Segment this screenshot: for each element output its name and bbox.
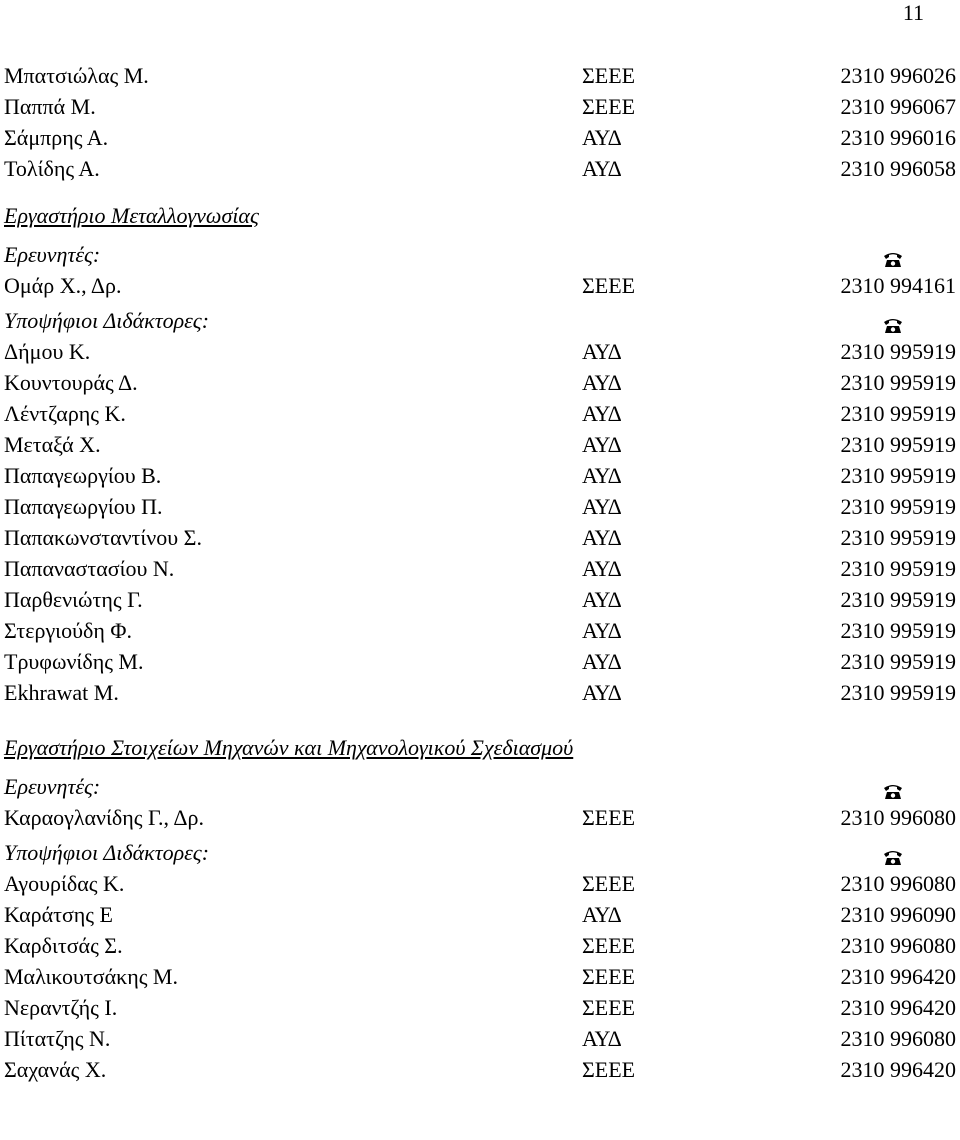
department: ΑΥΔ [582, 401, 622, 426]
department: ΑΥΔ [582, 1026, 622, 1051]
directory-row [4, 646, 960, 677]
department: ΣΕΕΕ [582, 933, 636, 958]
department: ΑΥΔ [582, 525, 622, 550]
person-name: Στεργιούδη Φ. [4, 618, 132, 643]
directory-row [4, 367, 960, 398]
section-title-metallognosia: Εργαστήριο Μεταλλογνωσίας [4, 203, 259, 228]
department: ΑΥΔ [582, 156, 622, 181]
phone-number: 2310 996080 [840, 871, 956, 896]
researchers-heading [4, 771, 960, 802]
person-name: Λέντζαρης Κ. [4, 401, 126, 426]
phone-number: 2310 995919 [840, 370, 956, 395]
directory-row [4, 1054, 960, 1085]
department: ΣΕΕΕ [582, 273, 636, 298]
phone-number: 2310 995919 [840, 401, 956, 426]
directory-row [4, 992, 960, 1023]
person-name: Καραογλανίδης Γ., Δρ. [4, 805, 204, 830]
directory-row [4, 270, 960, 301]
department: ΑΥΔ [582, 463, 622, 488]
directory-row [4, 522, 960, 553]
section1-researchers-list [4, 270, 960, 301]
person-name: Μεταξά Χ. [4, 432, 101, 457]
phone-number: 2310 996080 [840, 933, 956, 958]
person-name: Μαλικουτσάκης Μ. [4, 964, 178, 989]
section1-candidates-list [4, 336, 960, 708]
department: ΣΕΕΕ [582, 871, 636, 896]
section2-candidates-list [4, 868, 960, 1085]
phone-number: 2310 995919 [840, 463, 956, 488]
section-title-machine-elements: Εργαστήριο Στοιχείων Μηχανών και Μηχανολογικού Σχεδιασμού [4, 735, 574, 760]
department: ΑΥΔ [582, 432, 622, 457]
department: ΣΕΕΕ [582, 63, 636, 88]
department: ΣΕΕΕ [582, 805, 636, 830]
directory-row [4, 398, 960, 429]
directory-row [4, 1023, 960, 1054]
directory-row [4, 122, 960, 153]
person-name: Ομάρ Χ., Δρ. [4, 273, 122, 298]
directory-row [4, 899, 960, 930]
directory-row [4, 868, 960, 899]
person-name: Τρυφωνίδης Μ. [4, 649, 144, 674]
phone-number: 2310 995919 [840, 680, 956, 705]
person-name: Μπατσιώλας Μ. [4, 63, 149, 88]
phone-number: 2310 994161 [840, 273, 956, 298]
person-name: Ekhrawat M. [4, 680, 119, 705]
phone-number: 2310 996080 [840, 1026, 956, 1051]
department: ΑΥΔ [582, 649, 622, 674]
department: ΑΥΔ [582, 680, 622, 705]
department: ΣΕΕΕ [582, 995, 636, 1020]
phone-number: 2310 996420 [840, 1057, 956, 1082]
person-name: Δήμου Κ. [4, 339, 91, 364]
directory-row [4, 553, 960, 584]
department: ΣΕΕΕ [582, 1057, 636, 1082]
researchers-heading [4, 239, 960, 270]
department: ΣΕΕΕ [582, 964, 636, 989]
phone-number: 2310 995919 [840, 587, 956, 612]
person-name: Τολίδης Α. [4, 156, 100, 181]
person-name: Καράτσης Ε [4, 902, 113, 927]
department: ΑΥΔ [582, 587, 622, 612]
department: ΑΥΔ [582, 618, 622, 643]
phone-number: 2310 995919 [840, 432, 956, 457]
department: ΑΥΔ [582, 556, 622, 581]
phone-number: 2310 996067 [840, 94, 956, 119]
directory-row [4, 491, 960, 522]
person-name: Σάμπρης Α. [4, 125, 109, 150]
directory-row [4, 336, 960, 367]
person-name: Αγουρίδας Κ. [4, 871, 125, 896]
department: ΑΥΔ [582, 494, 622, 519]
department: ΑΥΔ [582, 125, 622, 150]
researchers-label: Ερευνητές: [4, 774, 101, 799]
section2-researchers-list [4, 802, 960, 833]
directory-row [4, 930, 960, 961]
person-name: Παρθενιώτης Γ. [4, 587, 143, 612]
person-name: Παππά Μ. [4, 94, 96, 119]
phone-number: 2310 996090 [840, 902, 956, 927]
page-number: 11 [902, 0, 924, 25]
person-name: Παπαναστασίου Ν. [4, 556, 175, 581]
phone-number: 2310 996420 [840, 995, 956, 1020]
phone-number: 2310 996080 [840, 805, 956, 830]
phone-number: 2310 995919 [840, 649, 956, 674]
directory-row [4, 615, 960, 646]
person-name: Σαχανάς Χ. [4, 1057, 107, 1082]
department: ΑΥΔ [582, 370, 622, 395]
person-name: Κουντουράς Δ. [4, 370, 138, 395]
person-name: Πίτατζης Ν. [4, 1026, 111, 1051]
phone-number: 2310 996016 [840, 125, 956, 150]
person-name: Παπακωνσταντίνου Σ. [4, 525, 202, 550]
top-list [4, 60, 960, 184]
phone-number: 2310 996420 [840, 964, 956, 989]
person-name: Παπαγεωργίου Β. [4, 463, 162, 488]
candidates-heading [4, 837, 960, 868]
person-name: Νεραντζής Ι. [4, 995, 118, 1020]
researchers-label: Ερευνητές: [4, 242, 101, 267]
candidates-label: Υποψήφιοι Διδάκτορες: [4, 840, 210, 865]
directory-row [4, 429, 960, 460]
directory-row [4, 153, 960, 184]
phone-number: 2310 995919 [840, 525, 956, 550]
department: ΣΕΕΕ [582, 94, 636, 119]
phone-number: 2310 995919 [840, 618, 956, 643]
phone-number: 2310 995919 [840, 494, 956, 519]
directory-row [4, 802, 960, 833]
person-name: Παπαγεωργίου Π. [4, 494, 163, 519]
department: ΑΥΔ [582, 339, 622, 364]
phone-number: 2310 996026 [840, 63, 956, 88]
phone-number: 2310 996058 [840, 156, 956, 181]
directory-content [4, 60, 960, 1085]
candidates-label: Υποψήφιοι Διδάκτορες: [4, 308, 210, 333]
person-name: Καρδιτσάς Σ. [4, 933, 123, 958]
directory-row [4, 584, 960, 615]
directory-row [4, 677, 960, 708]
department: ΑΥΔ [582, 902, 622, 927]
phone-number: 2310 995919 [840, 556, 956, 581]
directory-row [4, 60, 960, 91]
directory-row [4, 91, 960, 122]
phone-number: 2310 995919 [840, 339, 956, 364]
directory-row [4, 460, 960, 491]
candidates-heading [4, 305, 960, 336]
directory-row [4, 961, 960, 992]
